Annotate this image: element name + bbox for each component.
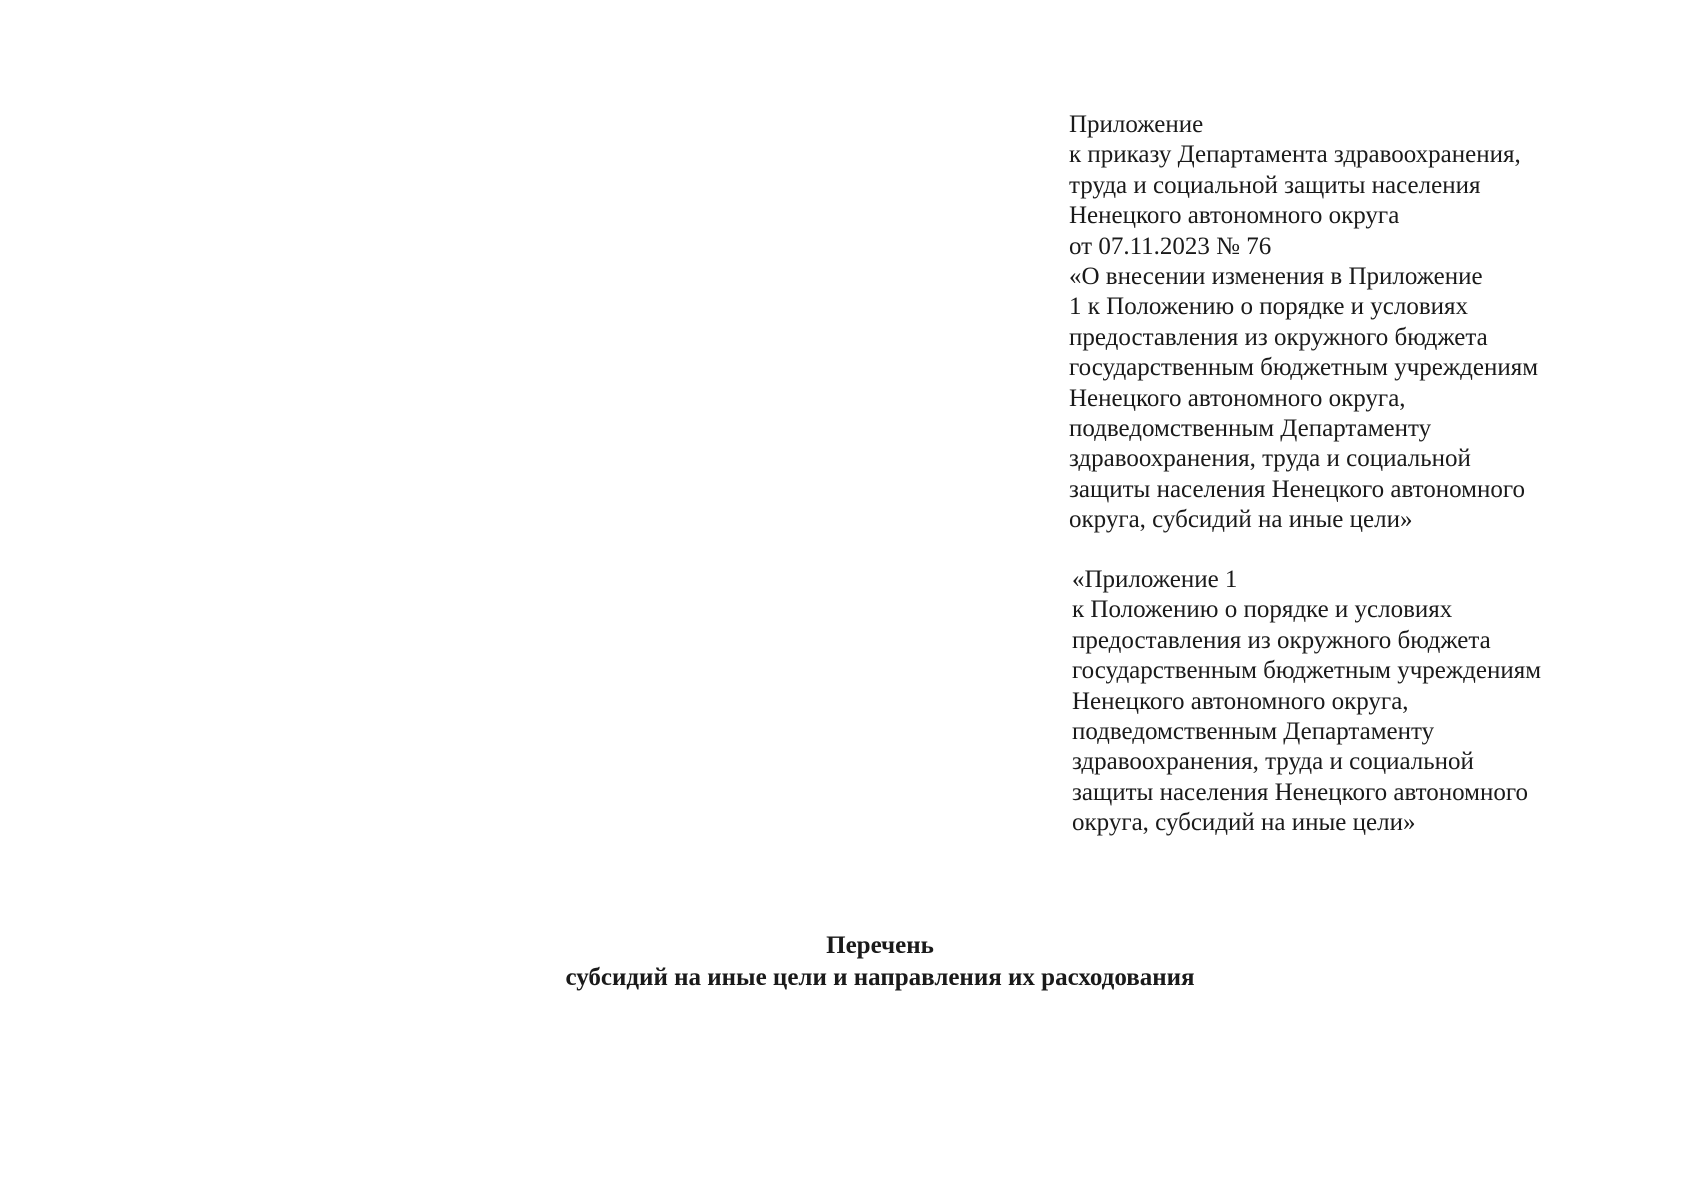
order-line: защиты населения Ненецкого автономного	[1069, 475, 1525, 503]
appendix-line: предоставления из окружного бюджета	[1072, 626, 1491, 654]
order-line: предоставления из окружного бюджета	[1069, 323, 1488, 351]
order-line: Ненецкого автономного округа,	[1069, 384, 1406, 412]
appendix-line: здравоохранения, труда и социальной	[1072, 748, 1474, 776]
appendix-reference-block	[1072, 565, 1632, 839]
appendix-line: защиты населения Ненецкого автономного	[1072, 778, 1528, 806]
appendix-line: государственным бюджетным учреждениям	[1072, 657, 1542, 685]
order-date-number: от 07.11.2023 № 76	[1069, 232, 1272, 260]
order-line: подведомственным Департаменту	[1069, 415, 1432, 443]
order-reference-block	[1069, 110, 1629, 536]
appendix-line: «Приложение 1	[1072, 566, 1238, 593]
order-line: труда и социальной защиты населения	[1069, 171, 1481, 199]
title-heading: Перечень	[826, 932, 934, 959]
order-line: здравоохранения, труда и социальной	[1069, 445, 1471, 473]
order-line: к приказу Департамента здравоохранения,	[1069, 141, 1521, 169]
order-line: 1 к Положению о порядке и условиях	[1069, 293, 1469, 321]
title-subheading: субсидий на иные цели и направления их расходования	[565, 964, 1195, 991]
document-title	[0, 930, 1697, 994]
order-line: Ненецкого автономного округа	[1069, 202, 1400, 230]
order-line: государственным бюджетным учреждениям	[1069, 354, 1539, 382]
appendix-line: Ненецкого автономного округа,	[1072, 687, 1409, 715]
appendix-line: округа, субсидий на иные цели»	[1072, 809, 1416, 837]
order-line: «О внесении изменения в Приложение	[1069, 263, 1483, 291]
appendix-line: подведомственным Департаменту	[1072, 718, 1435, 746]
appendix-line: к Положению о порядке и условиях	[1072, 596, 1453, 624]
order-line: Приложение	[1069, 111, 1204, 138]
order-line: округа, субсидий на иные цели»	[1069, 506, 1413, 534]
